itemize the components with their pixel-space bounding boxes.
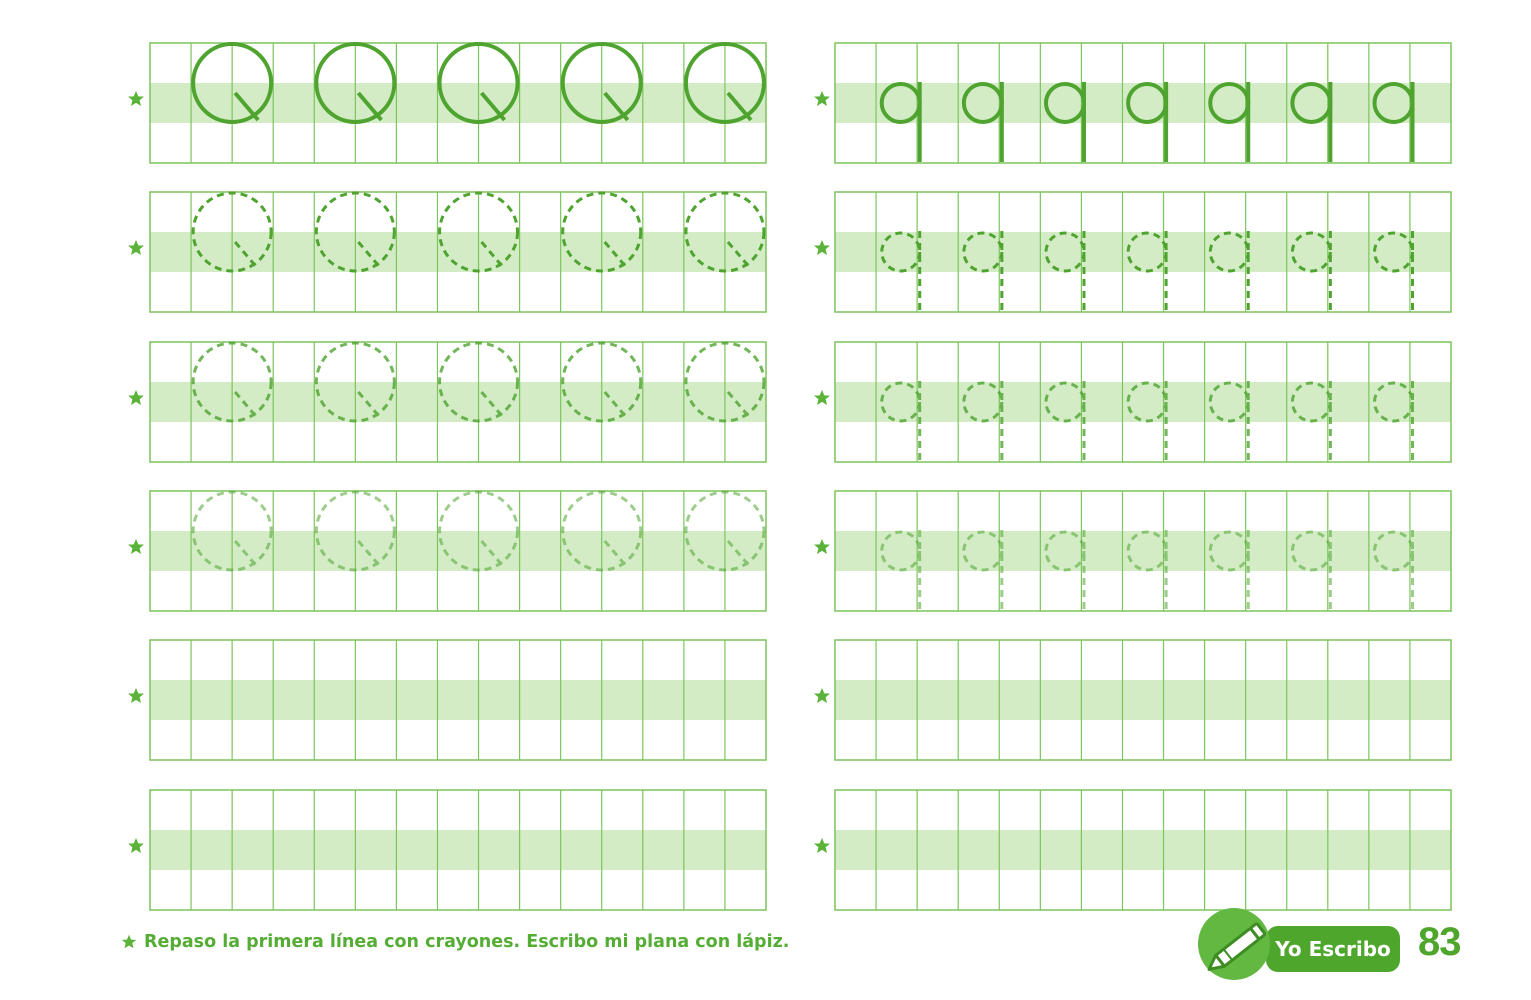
star-icon [814,688,830,703]
star-icon [120,933,138,951]
star-icon [128,688,144,703]
writing-band [835,830,1451,870]
practice-row-upper [128,192,766,312]
practice-row-upper [128,342,766,462]
star-icon [128,390,144,405]
star-icon [128,838,144,853]
practice-row-upper [128,491,766,611]
pencil-icon [1198,908,1278,980]
practice-row-upper [128,43,766,163]
page-number: 83 [1418,920,1461,964]
star-icon [814,838,830,853]
writing-band [835,531,1451,571]
star-icon [128,240,144,255]
writing-band [150,680,766,720]
instruction [120,932,789,952]
practice-row-lower [814,790,1451,910]
instruction-text: Repaso la primera línea con crayones. Escribo mi plana con lápiz. [144,932,790,952]
practice-row-lower [814,43,1451,163]
yo-escribo-badge [1198,908,1504,980]
writing-band [835,83,1451,123]
star-icon [814,390,830,405]
star-icon [128,91,144,106]
star-icon [814,91,830,106]
practice-row-lower [814,192,1451,312]
practice-row-lower [814,640,1451,760]
practice-row-lower [814,491,1451,611]
star-icon [128,539,144,554]
practice-row-upper [128,640,766,760]
writing-band [835,232,1451,272]
practice-row-lower [814,342,1451,462]
writing-band [835,680,1451,720]
star-icon [814,240,830,255]
practice-row-upper [128,790,766,910]
writing-band [835,382,1451,422]
badge-label: Yo Escribo [1266,926,1400,972]
star-icon [814,539,830,554]
writing-band [150,830,766,870]
